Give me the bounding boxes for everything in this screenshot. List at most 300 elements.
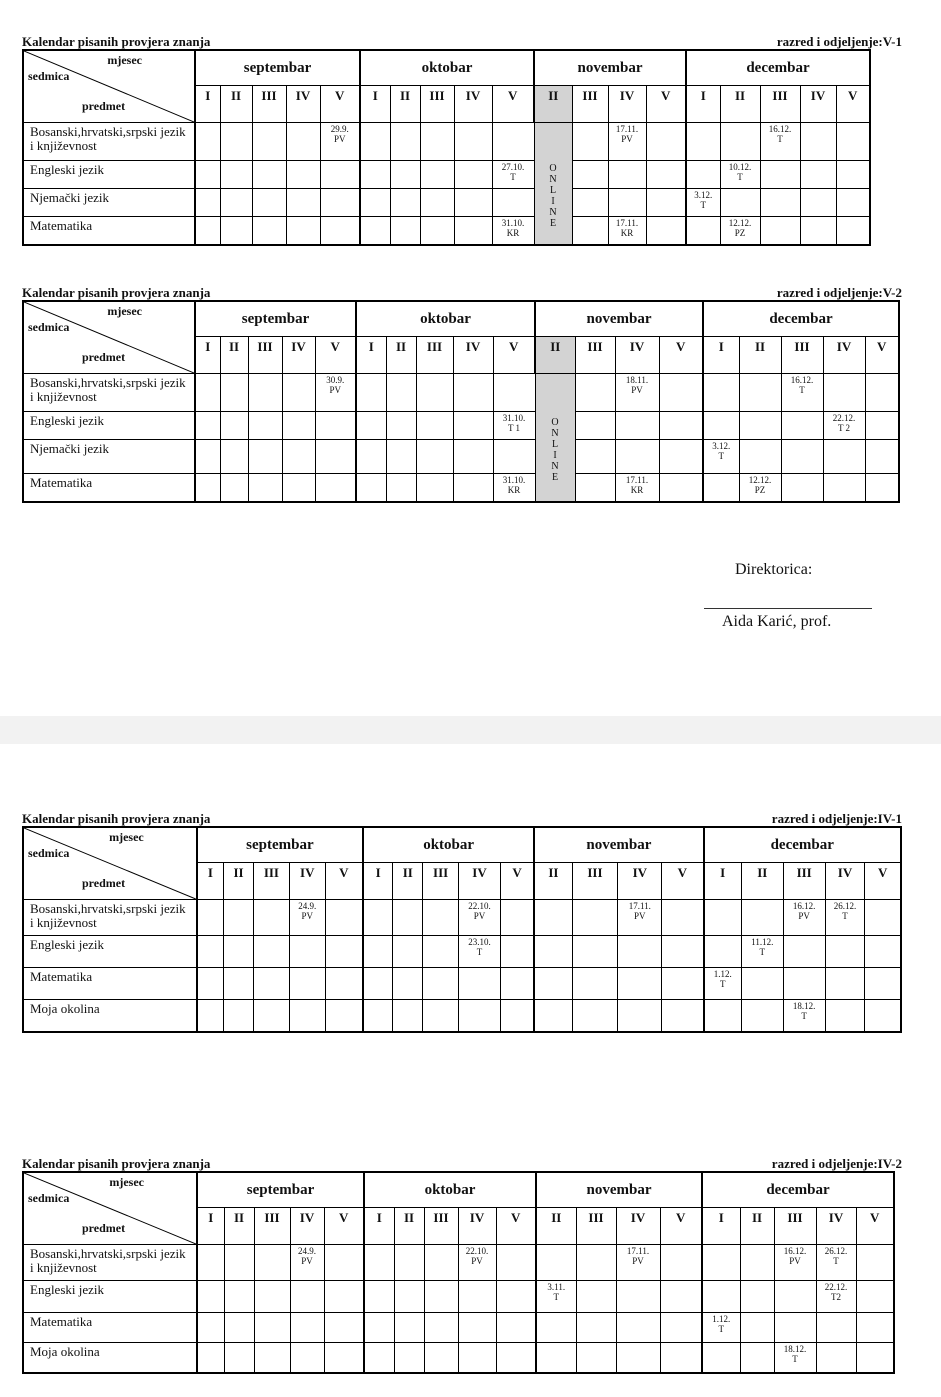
test-cell bbox=[393, 936, 423, 968]
test-cell bbox=[572, 189, 608, 217]
online-letter: N bbox=[549, 207, 557, 219]
test-cell bbox=[459, 968, 501, 1000]
test-cell bbox=[423, 900, 459, 936]
week-header: II bbox=[720, 86, 760, 123]
test-cell bbox=[534, 1000, 572, 1032]
test-cell bbox=[324, 1281, 364, 1313]
test-cell bbox=[720, 217, 760, 245]
week-header: IV bbox=[616, 1208, 660, 1245]
calendar-header bbox=[22, 812, 902, 826]
subject-row bbox=[23, 1245, 894, 1281]
test-cell bbox=[774, 1313, 816, 1343]
test-cell bbox=[783, 936, 825, 968]
test-entry: 31.10. KR bbox=[502, 475, 526, 495]
week-header: II bbox=[386, 337, 416, 374]
test-cell bbox=[493, 412, 535, 440]
week-header: III bbox=[248, 337, 282, 374]
corner-cell bbox=[23, 301, 195, 374]
test-cell bbox=[320, 123, 360, 161]
corner-cell bbox=[23, 50, 195, 123]
subject-name: Moja okolina bbox=[23, 1000, 197, 1032]
test-entry: 3.12. T bbox=[712, 441, 731, 461]
test-cell bbox=[424, 1313, 458, 1343]
class-label: razred i odjeljenje:IV-1 bbox=[771, 811, 902, 826]
test-cell bbox=[572, 900, 618, 936]
calendar-header bbox=[22, 35, 902, 49]
week-header: V bbox=[492, 86, 534, 123]
corner-cell bbox=[23, 1172, 197, 1245]
test-cell bbox=[836, 123, 870, 161]
test-cell bbox=[424, 1281, 458, 1313]
test-cell bbox=[500, 1000, 534, 1032]
subject-row bbox=[23, 1313, 894, 1343]
test-cell bbox=[760, 123, 800, 161]
test-cell bbox=[459, 1000, 501, 1032]
week-header: III bbox=[572, 86, 608, 123]
test-cell bbox=[360, 161, 390, 189]
week-header: III bbox=[781, 337, 823, 374]
test-cell bbox=[741, 1000, 783, 1032]
test-cell bbox=[454, 123, 492, 161]
test-cell bbox=[394, 1343, 424, 1373]
test-cell bbox=[646, 217, 686, 245]
week-header: II bbox=[220, 86, 252, 123]
test-cell bbox=[781, 440, 823, 474]
test-cell bbox=[500, 968, 534, 1000]
test-entry: 24.9. PV bbox=[298, 901, 317, 921]
test-cell bbox=[453, 374, 493, 412]
test-cell bbox=[823, 412, 865, 440]
test-cell bbox=[386, 374, 416, 412]
month-header: oktobar bbox=[363, 827, 534, 863]
test-cell bbox=[423, 936, 459, 968]
subject-row bbox=[23, 1000, 901, 1032]
test-cell bbox=[493, 374, 535, 412]
test-cell bbox=[416, 412, 453, 440]
test-cell bbox=[424, 1343, 458, 1373]
test-cell bbox=[741, 936, 783, 968]
week-header: I bbox=[356, 337, 386, 374]
test-cell bbox=[325, 936, 363, 968]
doc-title: Kalendar pisanih provjera znanja bbox=[22, 285, 211, 300]
test-cell bbox=[493, 474, 535, 502]
test-cell bbox=[536, 1313, 576, 1343]
test-cell bbox=[618, 936, 662, 968]
signature-role: Direktorica: bbox=[735, 561, 813, 578]
test-cell bbox=[572, 968, 618, 1000]
calendar-table bbox=[22, 826, 902, 1033]
test-cell bbox=[254, 1281, 290, 1313]
month-row bbox=[23, 50, 870, 86]
test-cell bbox=[704, 968, 742, 1000]
test-cell bbox=[390, 189, 420, 217]
month-header: novembar bbox=[536, 1172, 702, 1208]
week-header: V bbox=[324, 1208, 364, 1245]
week-header: II bbox=[394, 1208, 424, 1245]
week-header: IV bbox=[290, 1208, 324, 1245]
test-cell bbox=[618, 968, 662, 1000]
test-cell bbox=[739, 440, 781, 474]
test-cell bbox=[575, 374, 615, 412]
page-2 bbox=[0, 744, 941, 1397]
test-cell bbox=[224, 900, 254, 936]
online-letters bbox=[535, 137, 572, 229]
subject-row bbox=[23, 374, 899, 412]
test-cell bbox=[616, 1343, 660, 1373]
test-cell bbox=[248, 474, 282, 502]
week-header: I bbox=[197, 1208, 224, 1245]
test-cell bbox=[252, 161, 286, 189]
month-row bbox=[23, 1172, 894, 1208]
test-cell bbox=[865, 1000, 901, 1032]
month-header: septembar bbox=[197, 1172, 364, 1208]
test-cell bbox=[220, 440, 248, 474]
week-header: V bbox=[856, 1208, 894, 1245]
test-cell bbox=[572, 161, 608, 189]
week-header: IV bbox=[454, 86, 492, 123]
test-cell bbox=[197, 968, 224, 1000]
subject-name: Engleski jezik bbox=[23, 936, 197, 968]
subject-name: Engleski jezik bbox=[23, 161, 195, 189]
online-letter: O bbox=[551, 417, 559, 429]
test-cell bbox=[615, 412, 659, 440]
corner-month-label: mjesec bbox=[107, 53, 142, 67]
online-letter: L bbox=[549, 185, 557, 197]
test-cell bbox=[253, 968, 289, 1000]
test-cell bbox=[289, 1000, 325, 1032]
test-cell bbox=[816, 1343, 856, 1373]
month-header: novembar bbox=[535, 301, 703, 337]
test-cell bbox=[325, 900, 363, 936]
test-cell bbox=[286, 123, 320, 161]
test-cell bbox=[836, 217, 870, 245]
subject-name: Njemački jezik bbox=[23, 440, 195, 474]
test-cell bbox=[325, 1000, 363, 1032]
test-entry: 26.12. T bbox=[824, 1246, 848, 1266]
test-cell bbox=[224, 1000, 254, 1032]
online-marker bbox=[535, 374, 575, 502]
test-cell bbox=[423, 1000, 459, 1032]
test-entry: 22.12. T 2 bbox=[832, 413, 856, 433]
week-header: V bbox=[500, 863, 534, 900]
test-cell bbox=[390, 161, 420, 189]
test-cell bbox=[703, 440, 739, 474]
test-cell bbox=[290, 1245, 324, 1281]
test-cell bbox=[453, 440, 493, 474]
test-cell bbox=[781, 412, 823, 440]
test-cell bbox=[865, 374, 899, 412]
test-cell bbox=[197, 936, 224, 968]
test-cell bbox=[197, 1313, 224, 1343]
test-cell bbox=[220, 374, 248, 412]
week-header: I bbox=[195, 86, 220, 123]
test-cell bbox=[534, 968, 572, 1000]
test-cell bbox=[575, 474, 615, 502]
test-cell bbox=[320, 217, 360, 245]
week-header: II bbox=[741, 863, 783, 900]
test-entry: 29.9. PV bbox=[330, 124, 349, 144]
test-entry: 3.11. T bbox=[547, 1282, 566, 1302]
week-header: I bbox=[704, 863, 742, 900]
test-cell bbox=[394, 1245, 424, 1281]
test-cell bbox=[254, 1245, 290, 1281]
week-header: IV bbox=[453, 337, 493, 374]
test-cell bbox=[356, 374, 386, 412]
test-cell bbox=[394, 1281, 424, 1313]
test-cell bbox=[282, 440, 315, 474]
test-cell bbox=[386, 474, 416, 502]
test-cell bbox=[704, 936, 742, 968]
test-cell bbox=[618, 1000, 662, 1032]
test-entry: 30.9. PV bbox=[326, 375, 345, 395]
test-cell bbox=[458, 1245, 496, 1281]
test-cell bbox=[197, 1281, 224, 1313]
week-header: III bbox=[576, 1208, 616, 1245]
test-cell bbox=[856, 1313, 894, 1343]
test-entry: 24.9. PV bbox=[298, 1246, 316, 1266]
calendar-v2 bbox=[22, 286, 902, 503]
test-cell bbox=[774, 1343, 816, 1373]
test-cell bbox=[360, 217, 390, 245]
week-header: V bbox=[659, 337, 703, 374]
week-header: IV bbox=[823, 337, 865, 374]
test-cell bbox=[816, 1313, 856, 1343]
test-cell bbox=[686, 189, 720, 217]
test-cell bbox=[662, 936, 704, 968]
doc-title: Kalendar pisanih provjera znanja bbox=[22, 1156, 211, 1171]
test-cell bbox=[646, 161, 686, 189]
corner-subject-label: predmet bbox=[82, 1221, 126, 1235]
test-cell bbox=[662, 900, 704, 936]
test-cell bbox=[364, 1313, 394, 1343]
test-cell bbox=[320, 161, 360, 189]
test-cell bbox=[253, 936, 289, 968]
test-cell bbox=[865, 440, 899, 474]
test-cell bbox=[253, 1000, 289, 1032]
test-cell bbox=[315, 440, 356, 474]
week-header: IV bbox=[289, 863, 325, 900]
calendar-table bbox=[22, 1171, 895, 1374]
class-label: razred i odjeljenje:IV-2 bbox=[771, 1156, 902, 1171]
test-cell bbox=[224, 1343, 254, 1373]
test-cell bbox=[740, 1313, 774, 1343]
week-header: IV bbox=[816, 1208, 856, 1245]
test-cell bbox=[800, 123, 836, 161]
test-cell bbox=[704, 900, 742, 936]
test-cell bbox=[286, 217, 320, 245]
test-cell bbox=[823, 474, 865, 502]
test-cell bbox=[760, 161, 800, 189]
test-cell bbox=[197, 1245, 224, 1281]
week-header: V bbox=[865, 863, 901, 900]
test-cell bbox=[364, 1343, 394, 1373]
test-cell bbox=[393, 1000, 423, 1032]
week-header: I bbox=[363, 863, 393, 900]
test-cell bbox=[856, 1245, 894, 1281]
test-cell bbox=[865, 968, 901, 1000]
subject-row bbox=[23, 474, 899, 502]
corner-subject-label: predmet bbox=[82, 876, 126, 890]
test-cell bbox=[536, 1281, 576, 1313]
week-header: I bbox=[364, 1208, 394, 1245]
test-cell bbox=[224, 1281, 254, 1313]
test-cell bbox=[248, 412, 282, 440]
test-cell bbox=[660, 1281, 702, 1313]
test-cell bbox=[423, 968, 459, 1000]
week-header: V bbox=[315, 337, 356, 374]
test-entry: 10.12. T bbox=[728, 162, 752, 182]
test-cell bbox=[390, 123, 420, 161]
subject-name: Bosanski,hrvatski,srpski jezik i književnost bbox=[23, 123, 195, 161]
week-header: IV bbox=[825, 863, 865, 900]
month-header: decembar bbox=[704, 827, 901, 863]
week-header: IV bbox=[282, 337, 315, 374]
test-cell bbox=[315, 374, 356, 412]
test-cell bbox=[195, 440, 220, 474]
subject-row bbox=[23, 440, 899, 474]
test-cell bbox=[420, 123, 454, 161]
test-cell bbox=[282, 412, 315, 440]
test-cell bbox=[420, 161, 454, 189]
test-cell bbox=[220, 474, 248, 502]
subject-name: Bosanski,hrvatski,srpski jezik i književnost bbox=[23, 900, 197, 936]
test-cell bbox=[195, 123, 220, 161]
week-header: III bbox=[420, 86, 454, 123]
test-cell bbox=[420, 217, 454, 245]
test-cell bbox=[416, 474, 453, 502]
week-header: IV bbox=[286, 86, 320, 123]
month-header: oktobar bbox=[364, 1172, 536, 1208]
week-header: III bbox=[575, 337, 615, 374]
subject-row bbox=[23, 189, 870, 217]
test-cell bbox=[458, 1313, 496, 1343]
test-cell bbox=[616, 1245, 660, 1281]
test-cell bbox=[393, 968, 423, 1000]
test-entry: 22.12. T2 bbox=[824, 1282, 848, 1302]
subject-name: Matematika bbox=[23, 1313, 197, 1343]
month-header: septembar bbox=[195, 50, 360, 86]
online-letter: I bbox=[551, 196, 555, 208]
corner-week-label: sedmica bbox=[28, 69, 70, 83]
test-cell bbox=[660, 1343, 702, 1373]
test-cell bbox=[702, 1313, 740, 1343]
test-cell bbox=[825, 900, 865, 936]
test-cell bbox=[608, 123, 646, 161]
week-header: I bbox=[702, 1208, 740, 1245]
test-cell bbox=[253, 900, 289, 936]
test-cell bbox=[659, 374, 703, 412]
week-header: II bbox=[224, 1208, 254, 1245]
week-header: III bbox=[760, 86, 800, 123]
test-entry: 16.12. PV bbox=[783, 1246, 807, 1266]
test-cell bbox=[608, 217, 646, 245]
test-cell bbox=[459, 900, 501, 936]
test-cell bbox=[390, 217, 420, 245]
month-row bbox=[23, 301, 899, 337]
subject-row bbox=[23, 968, 901, 1000]
test-cell bbox=[618, 900, 662, 936]
test-entry: 12.12. PZ bbox=[748, 475, 772, 495]
week-header: II bbox=[740, 1208, 774, 1245]
test-entry: 17.11. KR bbox=[625, 475, 649, 495]
test-cell bbox=[660, 1313, 702, 1343]
test-cell bbox=[816, 1281, 856, 1313]
week-header: V bbox=[325, 863, 363, 900]
subject-name: Bosanski,hrvatski,srpski jezik i književnost bbox=[23, 374, 195, 412]
test-cell bbox=[254, 1313, 290, 1343]
test-cell bbox=[290, 1343, 324, 1373]
month-header: oktobar bbox=[360, 50, 534, 86]
subject-row bbox=[23, 217, 870, 245]
test-cell bbox=[825, 936, 865, 968]
test-entry: 31.10. T 1 bbox=[502, 413, 526, 433]
test-cell bbox=[289, 968, 325, 1000]
test-cell bbox=[324, 1245, 364, 1281]
test-cell bbox=[800, 189, 836, 217]
test-cell bbox=[702, 1281, 740, 1313]
test-entry: 23.10. T bbox=[468, 937, 491, 957]
test-cell bbox=[534, 900, 572, 936]
test-cell bbox=[492, 161, 534, 189]
week-header: I bbox=[197, 863, 224, 900]
test-cell bbox=[856, 1343, 894, 1373]
test-cell bbox=[865, 936, 901, 968]
month-header: decembar bbox=[703, 301, 899, 337]
test-cell bbox=[856, 1281, 894, 1313]
test-cell bbox=[386, 412, 416, 440]
test-cell bbox=[286, 161, 320, 189]
corner-subject-label: predmet bbox=[82, 350, 126, 364]
corner-month-label: mjesec bbox=[109, 830, 144, 844]
online-letter: N bbox=[551, 428, 559, 440]
test-cell bbox=[282, 474, 315, 502]
test-cell bbox=[823, 440, 865, 474]
test-entry: 17.11. PV bbox=[628, 901, 651, 921]
test-cell bbox=[739, 474, 781, 502]
test-cell bbox=[686, 123, 720, 161]
corner-subject-label: predmet bbox=[82, 99, 126, 113]
week-header: III bbox=[424, 1208, 458, 1245]
test-cell bbox=[356, 440, 386, 474]
test-cell bbox=[454, 161, 492, 189]
online-letter: N bbox=[549, 174, 557, 186]
test-cell bbox=[702, 1245, 740, 1281]
week-header: V bbox=[865, 337, 899, 374]
test-cell bbox=[195, 412, 220, 440]
test-cell bbox=[364, 1245, 394, 1281]
test-cell bbox=[248, 374, 282, 412]
test-cell bbox=[783, 968, 825, 1000]
test-cell bbox=[576, 1281, 616, 1313]
test-cell bbox=[703, 474, 739, 502]
subject-name: Matematika bbox=[23, 968, 197, 1000]
subject-name: Bosanski,hrvatski,srpski jezik i književnost bbox=[23, 1245, 197, 1281]
calendar-iv2 bbox=[22, 1157, 902, 1374]
test-entry: 16.12. T bbox=[790, 375, 814, 395]
test-cell bbox=[662, 1000, 704, 1032]
test-cell bbox=[703, 374, 739, 412]
test-cell bbox=[197, 1343, 224, 1373]
month-header: decembar bbox=[702, 1172, 894, 1208]
test-cell bbox=[816, 1245, 856, 1281]
week-header: I bbox=[195, 337, 220, 374]
test-cell bbox=[459, 936, 501, 968]
test-cell bbox=[195, 374, 220, 412]
week-header: I bbox=[703, 337, 739, 374]
test-cell bbox=[492, 189, 534, 217]
test-cell bbox=[836, 161, 870, 189]
test-cell bbox=[324, 1343, 364, 1373]
